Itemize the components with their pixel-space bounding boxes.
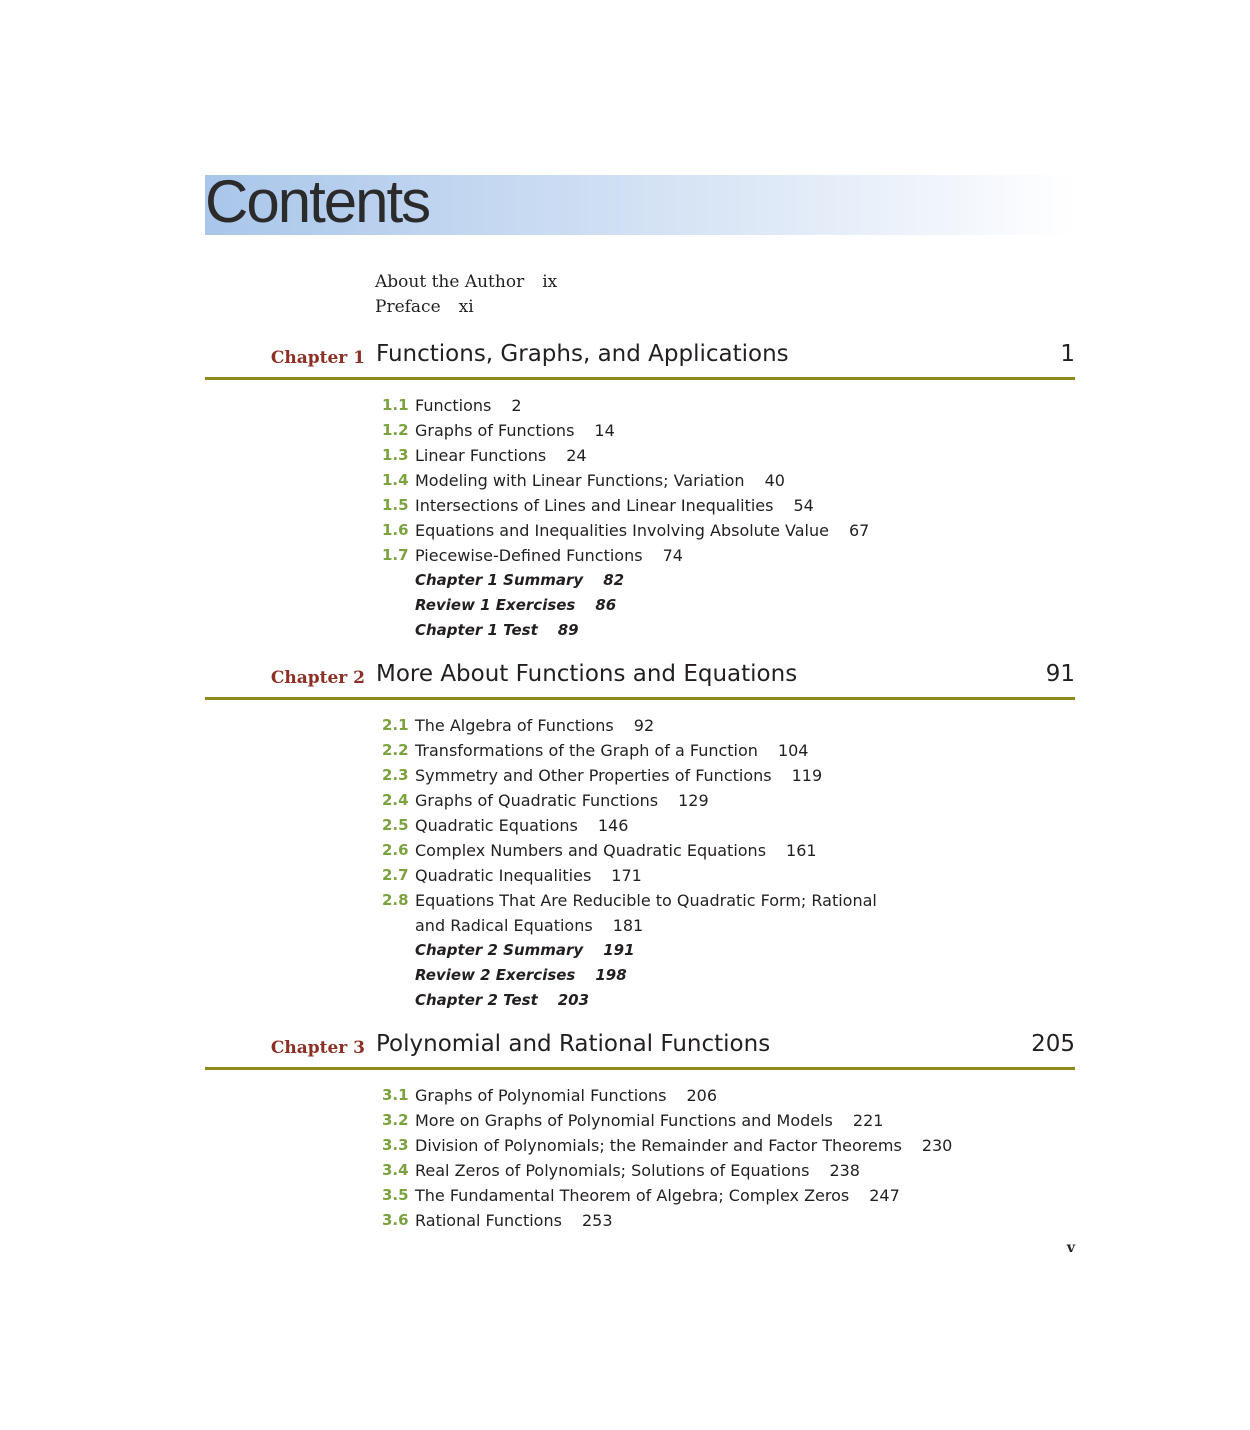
- section-title: The Fundamental Theorem of Algebra; Complex Zeros: [415, 1186, 850, 1205]
- section-page: 74: [662, 546, 683, 565]
- section-item[interactable]: [205, 1133, 1075, 1158]
- section-number: 1.1: [382, 396, 409, 414]
- extra-page: 89: [557, 621, 579, 639]
- section-number: 1.3: [382, 446, 409, 464]
- section-title: More on Graphs of Polynomial Functions and Models: [415, 1111, 833, 1130]
- section-page: 54: [793, 496, 814, 515]
- chapter-2: [205, 661, 1075, 1013]
- extra-page: 86: [595, 596, 617, 614]
- section-item[interactable]: [205, 738, 1075, 763]
- section-item[interactable]: [205, 1083, 1075, 1108]
- section-page: 161: [786, 841, 817, 860]
- section-item[interactable]: [205, 1208, 1075, 1233]
- section-item[interactable]: [205, 788, 1075, 813]
- section-number: 2.2: [382, 741, 409, 759]
- section-number: 3.4: [382, 1161, 409, 1179]
- section-item[interactable]: [205, 838, 1075, 863]
- chapter-1: [205, 341, 1075, 643]
- section-item[interactable]: [205, 418, 1075, 443]
- chapter-page: 205: [1031, 1031, 1075, 1057]
- section-number: 1.6: [382, 521, 409, 539]
- section-title: Division of Polynomials; the Remainder and Factor Theorems: [415, 1136, 902, 1155]
- extra-page: 82: [603, 571, 625, 589]
- section-number: 2.8: [382, 891, 409, 909]
- section-number: 1.7: [382, 546, 409, 564]
- chapter-extra-item[interactable]: [205, 568, 1075, 593]
- section-page: 2: [511, 396, 522, 415]
- chapter-extra-item[interactable]: [205, 963, 1075, 988]
- section-page: 146: [597, 816, 629, 835]
- section-title: Graphs of Functions: [415, 421, 575, 440]
- extra-title: Chapter 1 Summary: [415, 571, 584, 589]
- section-number: 1.4: [382, 471, 409, 489]
- section-item[interactable]: [205, 1183, 1075, 1208]
- section-title: Functions: [415, 396, 492, 415]
- section-item[interactable]: [205, 543, 1075, 568]
- section-title: Real Zeros of Polynomials; Solutions of Equations: [415, 1161, 810, 1180]
- front-matter: [375, 270, 557, 320]
- section-page: 221: [852, 1111, 884, 1130]
- section-title: The Algebra of Functions: [415, 716, 614, 735]
- section-page: 206: [686, 1086, 718, 1105]
- page-title: Contents: [205, 168, 430, 235]
- chapter-extra-item[interactable]: [205, 988, 1075, 1013]
- front-matter-label: About the Author: [375, 272, 525, 292]
- section-list: [205, 1083, 1075, 1233]
- section-number: 2.6: [382, 841, 409, 859]
- section-number: 2.3: [382, 766, 409, 784]
- section-page: 24: [566, 446, 587, 465]
- section-item[interactable]: [205, 1108, 1075, 1133]
- section-page: 104: [777, 741, 809, 760]
- section-number: 2.5: [382, 816, 409, 834]
- chapter-label: Chapter 2: [270, 668, 365, 688]
- section-number: 3.1: [382, 1086, 409, 1104]
- section-item[interactable]: [205, 813, 1075, 838]
- extra-page: 191: [603, 941, 635, 959]
- section-title: Modeling with Linear Functions; Variation: [415, 471, 745, 490]
- extra-title: Review 2 Exercises: [415, 966, 576, 984]
- chapter-page: 1: [1060, 341, 1075, 367]
- section-item[interactable]: [205, 763, 1075, 788]
- section-number: 3.2: [382, 1111, 409, 1129]
- chapter-3: [205, 1031, 1075, 1233]
- section-list: [205, 713, 1075, 1013]
- section-number: 3.5: [382, 1186, 409, 1204]
- section-number: 3.6: [382, 1211, 409, 1229]
- section-number: 2.4: [382, 791, 409, 809]
- section-title: Piecewise-Defined Functions: [415, 546, 643, 565]
- chapter-heading[interactable]: [205, 341, 1075, 380]
- chapter-label: Chapter 1: [270, 348, 365, 368]
- section-title: Graphs of Quadratic Functions: [415, 791, 659, 810]
- section-page: 129: [678, 791, 709, 810]
- chapter-heading[interactable]: [205, 1031, 1075, 1070]
- section-title: Equations and Inequalities Involving Absolute Value: [415, 521, 829, 540]
- front-matter-item[interactable]: [375, 270, 557, 295]
- extra-page: 198: [595, 966, 627, 984]
- section-item-continued[interactable]: [205, 913, 1075, 938]
- chapter-title: More About Functions and Equations: [376, 661, 798, 687]
- extra-title: Chapter 1 Test: [415, 621, 538, 639]
- section-title: Transformations of the Graph of a Function: [415, 741, 758, 760]
- section-item[interactable]: [205, 1158, 1075, 1183]
- section-title: Complex Numbers and Quadratic Equations: [415, 841, 767, 860]
- section-item[interactable]: [205, 393, 1075, 418]
- section-title-continued: and Radical Equations: [415, 916, 593, 935]
- extra-title: Chapter 2 Test: [415, 991, 538, 1009]
- section-page: 92: [633, 716, 655, 735]
- extra-title: Review 1 Exercises: [415, 596, 576, 614]
- section-page: 14: [594, 421, 615, 440]
- section-title: Symmetry and Other Properties of Functions: [415, 766, 772, 785]
- section-title: Quadratic Inequalities: [415, 866, 592, 885]
- section-item[interactable]: [205, 518, 1075, 543]
- section-title: Quadratic Equations: [415, 816, 578, 835]
- section-page: 238: [829, 1161, 860, 1180]
- front-matter-item[interactable]: [375, 295, 557, 320]
- section-page: 230: [921, 1136, 953, 1155]
- section-title: Linear Functions: [415, 446, 547, 465]
- chapter-heading[interactable]: [205, 661, 1075, 700]
- section-page: 40: [764, 471, 785, 490]
- section-number: 2.1: [382, 716, 409, 734]
- section-number: 3.3: [382, 1136, 409, 1154]
- section-title: Equations That Are Reducible to Quadratic Form; Rational: [415, 891, 877, 910]
- section-page: 171: [611, 866, 642, 885]
- section-title: Intersections of Lines and Linear Inequalities: [415, 496, 774, 515]
- chapter-label: Chapter 3: [270, 1038, 365, 1058]
- section-page: 67: [848, 521, 870, 540]
- chapter-extra-item[interactable]: [205, 938, 1075, 963]
- extra-title: Chapter 2 Summary: [415, 941, 584, 959]
- section-page: 119: [791, 766, 823, 785]
- section-page: 247: [869, 1186, 900, 1205]
- extra-page: 203: [557, 991, 590, 1009]
- chapter-extra-item[interactable]: [205, 593, 1075, 618]
- section-number: 2.7: [382, 866, 409, 884]
- section-item[interactable]: [205, 888, 1075, 913]
- chapter-title: Polynomial and Rational Functions: [376, 1031, 771, 1057]
- chapter-extra-item[interactable]: [205, 618, 1075, 643]
- section-page: 181: [612, 916, 644, 935]
- section-list: [205, 393, 1075, 643]
- front-matter-label: Preface: [375, 297, 441, 317]
- front-matter-page: xi: [458, 297, 474, 317]
- chapter-title: Functions, Graphs, and Applications: [376, 341, 789, 367]
- front-matter-page: ix: [542, 272, 558, 292]
- page-number: v: [1066, 1240, 1075, 1256]
- section-item[interactable]: [205, 493, 1075, 518]
- chapter-page: 91: [1045, 661, 1075, 687]
- section-item[interactable]: [205, 468, 1075, 493]
- section-number: 1.5: [382, 496, 409, 514]
- section-page: 253: [581, 1211, 613, 1230]
- section-item[interactable]: [205, 443, 1075, 468]
- section-title: Graphs of Polynomial Functions: [415, 1086, 667, 1105]
- section-item[interactable]: [205, 713, 1075, 738]
- section-number: 1.2: [382, 421, 409, 439]
- section-title: Rational Functions: [415, 1211, 562, 1230]
- section-item[interactable]: [205, 863, 1075, 888]
